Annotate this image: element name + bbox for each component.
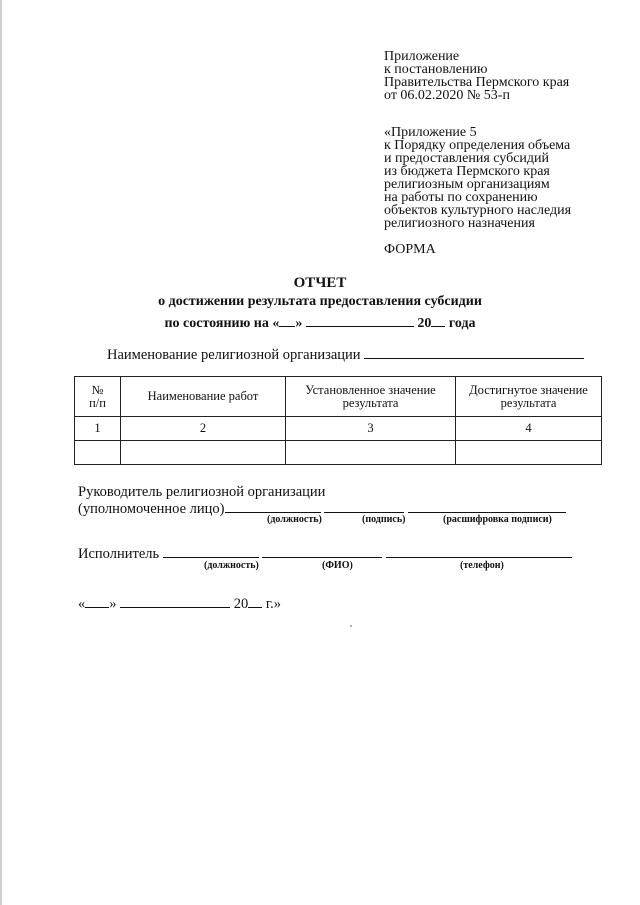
caption-position: (должность) — [267, 514, 322, 525]
header-cell-works: Наименование работ — [121, 377, 286, 417]
executor-phone-field[interactable] — [386, 543, 572, 558]
table-cell[interactable] — [75, 441, 121, 465]
annex-header — [384, 50, 569, 102]
table-header-row — [75, 377, 602, 417]
date-month-field[interactable] — [306, 312, 414, 327]
annex5-line: «Приложение 5 — [384, 125, 477, 140]
date-prefix: по состоянию на « — [164, 316, 280, 331]
annex-line: Приложение — [384, 49, 460, 64]
annex5-line: объектов культурного наследия — [384, 203, 572, 218]
table-row — [75, 441, 602, 465]
head-signature-field[interactable] — [324, 498, 404, 513]
table-cell: 1 — [75, 417, 121, 441]
date-year-field[interactable] — [431, 312, 445, 327]
head-position-field[interactable] — [225, 498, 321, 513]
annex5-line: к Порядку определения объема — [384, 138, 571, 153]
caption-signature: (подпись) — [362, 514, 406, 525]
footer-month-field[interactable] — [120, 593, 230, 608]
annex5-line: религиозного назначения — [384, 216, 535, 231]
footer-year-field[interactable] — [248, 593, 262, 608]
annex-line: к постановлению — [384, 62, 488, 77]
head-title-line1: Руководитель религиозной организации — [78, 484, 326, 500]
executor-name-field[interactable] — [262, 543, 382, 558]
annex-5-header — [384, 126, 571, 230]
footer-date-open: « — [78, 596, 86, 612]
caption-executor-phone: (телефон) — [460, 560, 504, 571]
header-cell-number: № п/п — [75, 377, 121, 417]
caption-executor-name: (ФИО) — [322, 560, 353, 571]
footer-suffix: г.» — [265, 596, 282, 612]
head-title-line2: (уполномоченное лицо) — [78, 498, 566, 518]
annex5-line: и предоставления субсидий — [384, 151, 550, 166]
footer-year-prefix: 20 — [233, 596, 249, 612]
annex-line: от 06.02.2020 № 53-п — [384, 88, 510, 103]
report-subtitle: о достижении результата предоставления субсидии — [158, 294, 482, 309]
annex5-line: религиозным организациям — [384, 177, 550, 192]
executor-label: Исполнитель — [78, 546, 160, 562]
executor-position-field[interactable] — [163, 543, 259, 558]
footer-date-close: » — [109, 596, 117, 612]
report-date-line — [0, 312, 640, 332]
scan-edge-mark — [0, 0, 2, 905]
table-cell: 4 — [456, 417, 602, 441]
caption-signature-decoding: (расшифровка подписи) — [443, 514, 552, 525]
header-cell-achieved: Достигнутое значение результата — [456, 377, 602, 417]
table-cell[interactable] — [121, 441, 286, 465]
annex5-line: из бюджета Пермского края — [384, 164, 550, 179]
form-label: ФОРМА — [384, 242, 436, 257]
date-mid: » — [295, 316, 303, 331]
date-suffix: года — [448, 316, 476, 331]
report-table — [74, 376, 602, 465]
organization-name-field[interactable] — [364, 344, 584, 359]
header-cell-planned: Установленное значение результата — [286, 377, 456, 417]
table-cell[interactable] — [286, 441, 456, 465]
report-title: ОТЧЕТ — [293, 275, 347, 291]
date-day-field[interactable] — [279, 312, 295, 327]
head-name-field[interactable] — [408, 498, 566, 513]
table-numbering-row — [75, 417, 602, 441]
annex-line: Правительства Пермского края — [384, 75, 570, 90]
annex5-line: на работы по сохранению — [384, 190, 538, 205]
organization-label: Наименование религиозной организации — [107, 347, 361, 363]
table-cell: 2 — [121, 417, 286, 441]
date-year-prefix: 20 — [417, 316, 432, 331]
scan-speck — [350, 625, 352, 627]
table-cell[interactable] — [456, 441, 602, 465]
organization-row — [107, 344, 584, 364]
table-cell: 3 — [286, 417, 456, 441]
caption-executor-position: (должность) — [204, 560, 259, 571]
footer-date-line — [78, 593, 281, 613]
footer-day-field[interactable] — [85, 593, 109, 608]
